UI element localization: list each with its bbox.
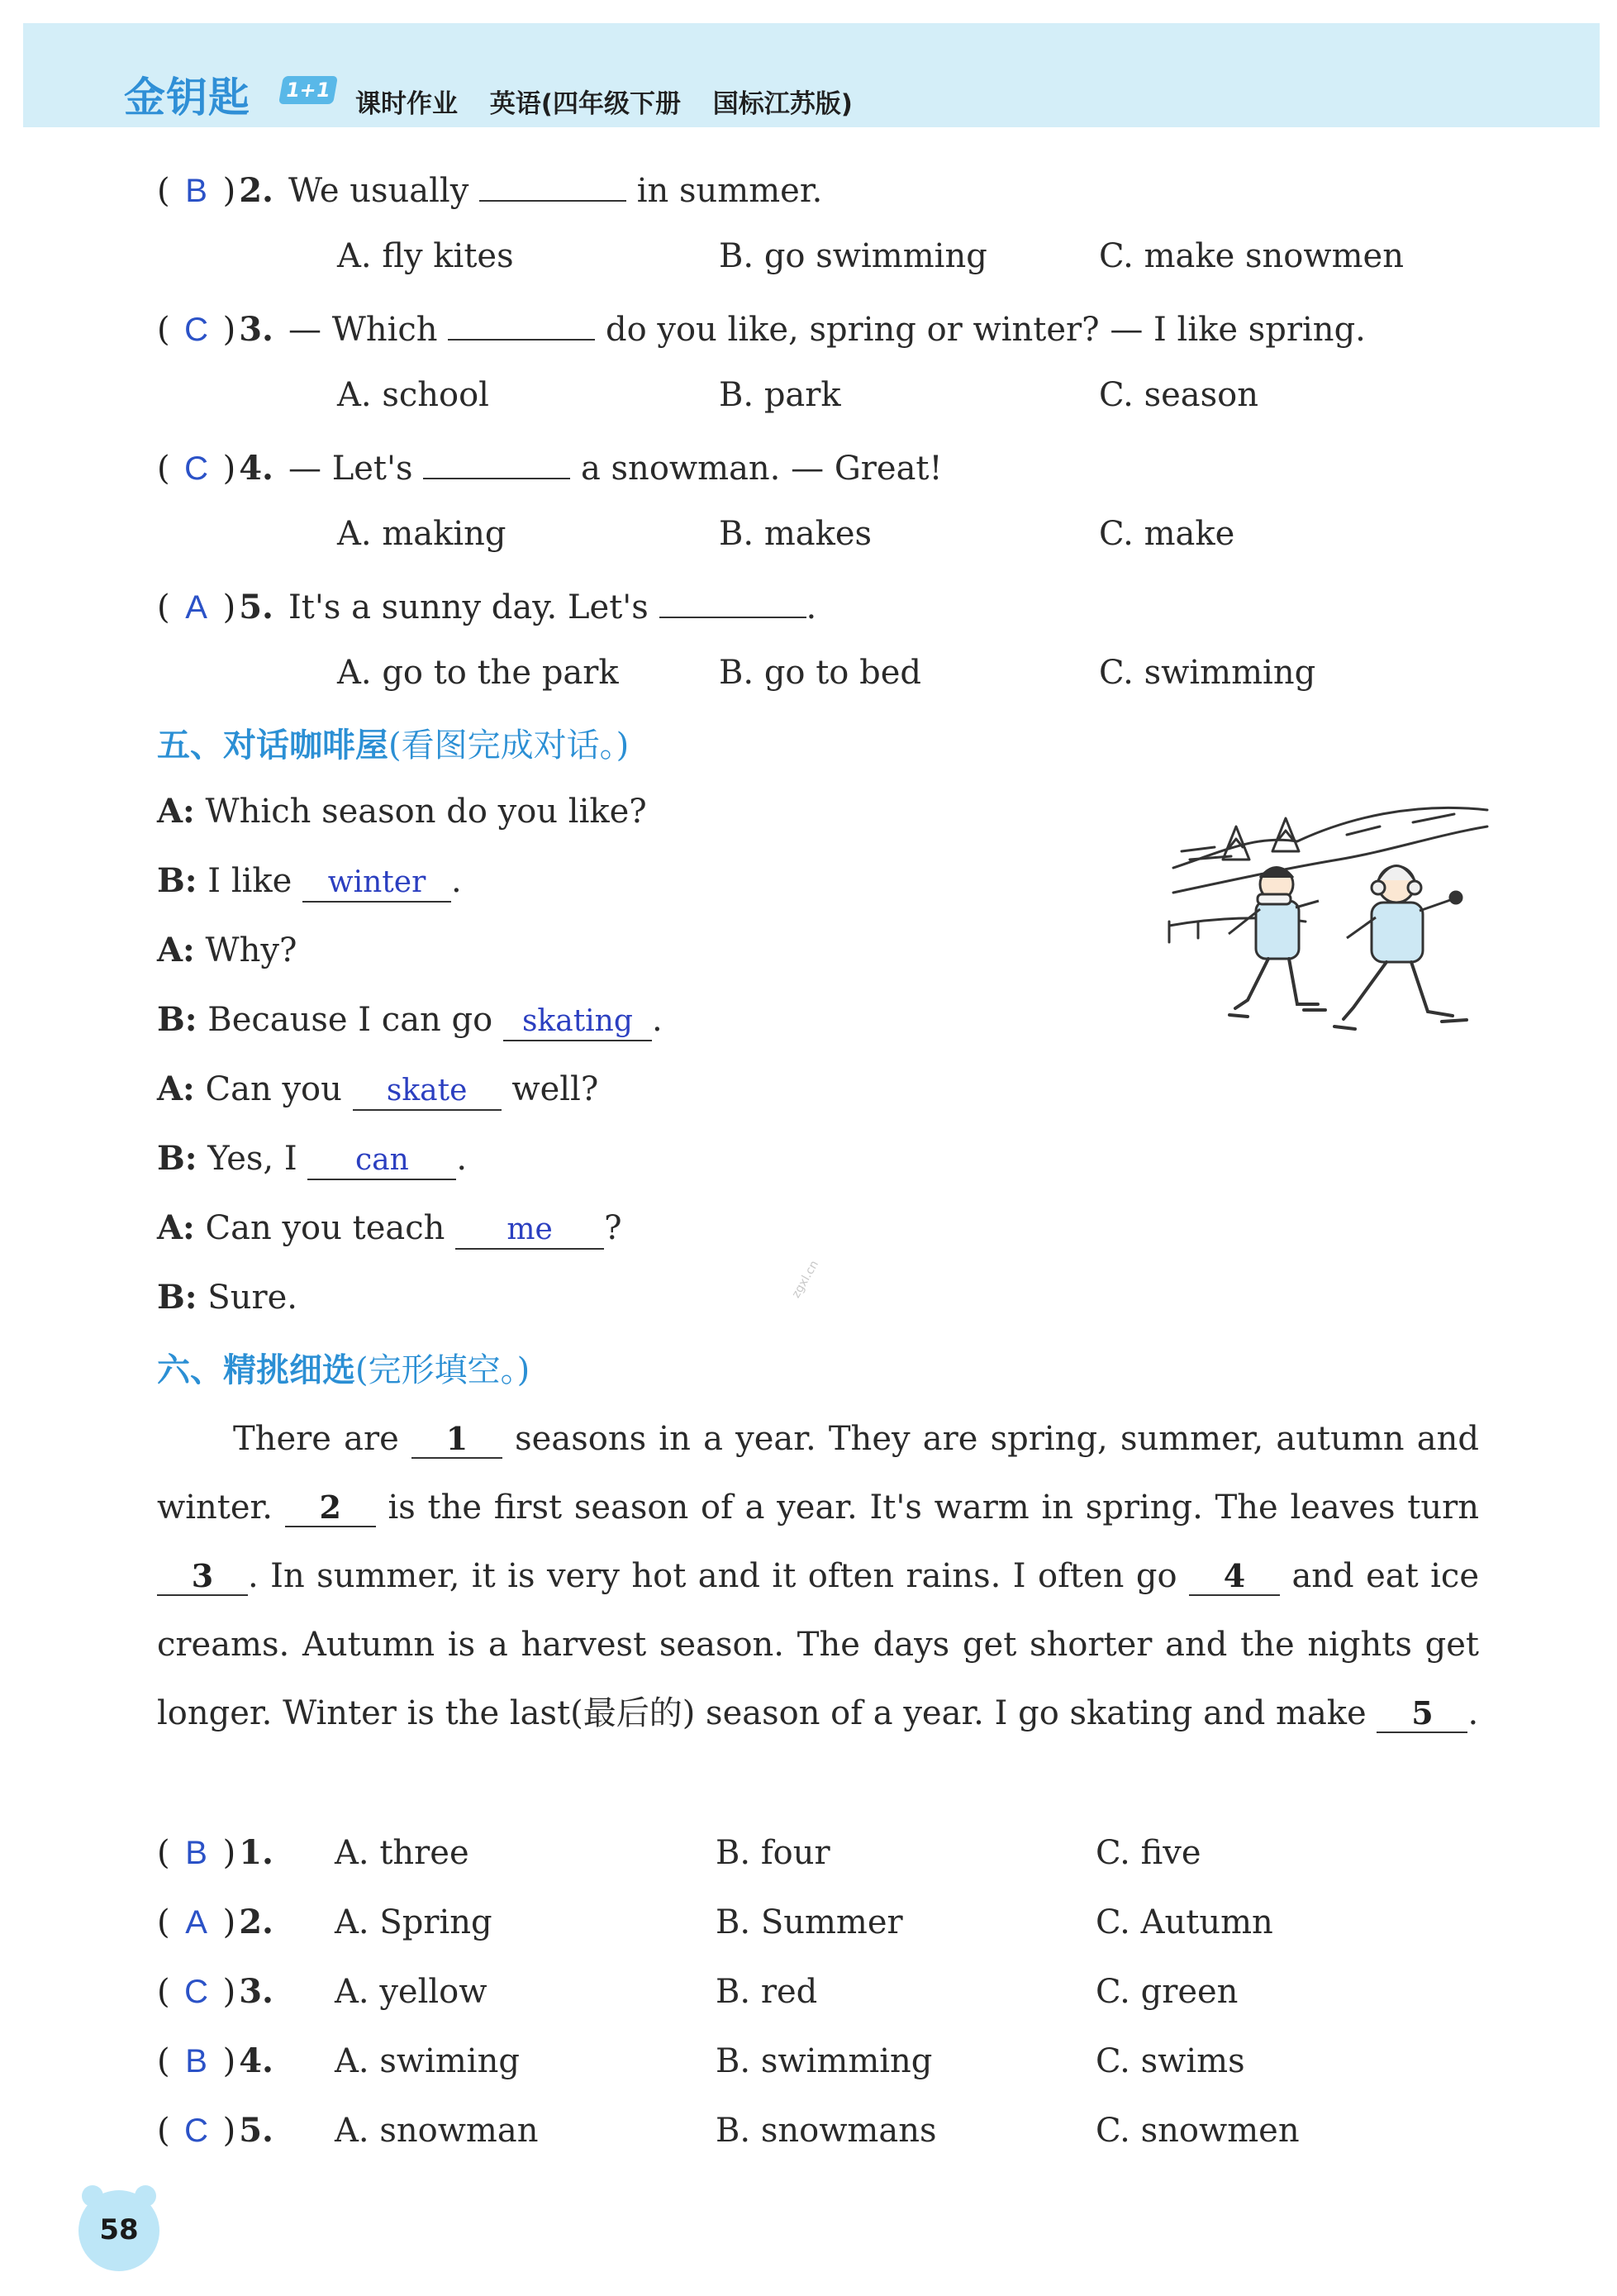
answer-mark: C (184, 312, 209, 348)
option-a: A. yellow (335, 1973, 487, 2011)
option-a: A. go to the park (337, 654, 619, 692)
option-c: C. swims (1096, 2042, 1245, 2080)
page-number-badge (78, 2190, 159, 2271)
answer-mark: A (185, 1904, 207, 1941)
answer-mark: B (185, 2043, 207, 2079)
answer-mark: A (185, 589, 207, 626)
badge-ear-right (135, 2185, 156, 2207)
option-c: C. season (1099, 376, 1259, 414)
option-c: C. Autumn (1096, 1903, 1273, 1941)
cloze-blank-4[interactable]: 4 (1189, 1558, 1280, 1596)
option-a: A. snowman (335, 2112, 539, 2150)
dialogue-blank[interactable]: skate (353, 1073, 502, 1111)
option-a: A. school (337, 376, 489, 414)
option-b: B. red (716, 1973, 818, 2011)
answer-mark: B (185, 173, 207, 209)
skating-illustration (1165, 802, 1496, 1058)
option-b: B. park (719, 376, 841, 414)
dialogue-blank[interactable]: can (307, 1142, 456, 1180)
option-a: A. three (335, 1834, 469, 1872)
dialogue-blank[interactable]: skating (503, 1003, 652, 1041)
question-row: ( C ) 4. — Let's a snowman. — Great! (157, 441, 943, 492)
brand-badge: 1+1 (278, 76, 338, 104)
question-row: ( B ) 2. We usually in summer. (157, 164, 822, 214)
cloze-question-row: ( B ) 1. (157, 1830, 288, 1876)
cloze-blank-5[interactable]: 5 (1377, 1695, 1467, 1733)
option-c: C. green (1096, 1973, 1239, 2011)
option-c: C. make (1099, 515, 1235, 553)
option-c: C. five (1096, 1834, 1201, 1872)
dialogue-line: B: Because I can go skating . (157, 997, 663, 1043)
dialogue-line: A: Which season do you like? (157, 792, 647, 831)
option-b: B. go to bed (719, 654, 921, 692)
dialogue-line: B: Yes, I can . (157, 1136, 467, 1182)
question-row: ( A ) 5. It's a sunny day. Let's . (157, 580, 816, 631)
option-b: B. swimming (716, 2042, 933, 2080)
answer-blank[interactable] (659, 580, 806, 618)
edition-label: 国标江苏版) (712, 89, 853, 119)
badge-ear-left (82, 2185, 103, 2207)
answer-blank[interactable] (423, 441, 570, 479)
option-b: B. four (716, 1834, 830, 1872)
option-a: A. Spring (335, 1903, 492, 1941)
cloze-question-row: ( B ) 4. (157, 2038, 288, 2084)
header-subtitle (355, 83, 876, 120)
option-b: B. Summer (716, 1903, 903, 1941)
brand-logo: 金钥匙 (124, 74, 250, 121)
dialogue-line: A: Why? (157, 931, 297, 969)
question-row: ( C ) 3. — Which do you like, spring or winter? — I like spring. (157, 302, 1366, 353)
cloze-blank-3[interactable]: 3 (157, 1558, 248, 1596)
option-a: A. fly kites (337, 237, 514, 275)
cloze-question-row: ( C ) 3. (157, 1969, 288, 2015)
watermark: zgxl.cn (789, 1258, 822, 1301)
option-b: B. snowmans (716, 2112, 937, 2150)
series-label: 课时作业 (355, 89, 458, 119)
page-number: 58 (99, 2213, 139, 2246)
dialogue-line: B: Sure. (157, 1278, 297, 1317)
answer-blank[interactable] (448, 302, 595, 341)
cloze-blank-2[interactable]: 2 (285, 1489, 376, 1527)
option-a: A. swiming (335, 2042, 520, 2080)
dialogue-line: B: I like winter . (157, 858, 462, 904)
option-b: B. go swimming (719, 237, 987, 275)
option-c: C. swimming (1099, 654, 1316, 692)
option-c: C. snowmen (1096, 2112, 1300, 2150)
cloze-passage: There are 1 seasons in a year. They are spring, summer, autumn and winter. 2 is the first season of a year. It's warm in spring. The leaves turn 3 . In summer, it is very hot and it often rains. I often go 4 and eat ice creams. Autumn is a harvest season. The days get shorter and the nights get longer. Winter is the last(最后的) season of a year. I go skating and make 5 . (157, 1420, 1480, 1732)
answer-mark: B (185, 1835, 207, 1871)
section-title-dialogue: 五、对话咖啡屋(看图完成对话。) (157, 726, 630, 765)
option-a: A. making (337, 515, 507, 553)
dialogue-blank[interactable]: winter (302, 865, 451, 903)
answer-mark: C (184, 450, 209, 487)
dialogue-line: A: Can you teach me ? (157, 1205, 622, 1251)
section-title-cloze: 六、精挑细选(完形填空。) (157, 1351, 530, 1389)
answer-mark: C (184, 1974, 209, 2010)
cloze-blank-1[interactable]: 1 (411, 1421, 502, 1459)
answer-mark: C (184, 2113, 209, 2149)
cloze-question-row: ( C ) 5. (157, 2108, 288, 2154)
answer-blank[interactable] (479, 164, 626, 202)
option-c: C. make snowmen (1099, 237, 1404, 275)
dialogue-line: A: Can you skate well? (157, 1066, 598, 1112)
option-b: B. makes (719, 515, 873, 553)
subject-label: 英语(四年级下册 (489, 89, 681, 119)
cloze-question-row: ( A ) 2. (157, 1899, 288, 1946)
dialogue-blank[interactable]: me (455, 1212, 604, 1250)
